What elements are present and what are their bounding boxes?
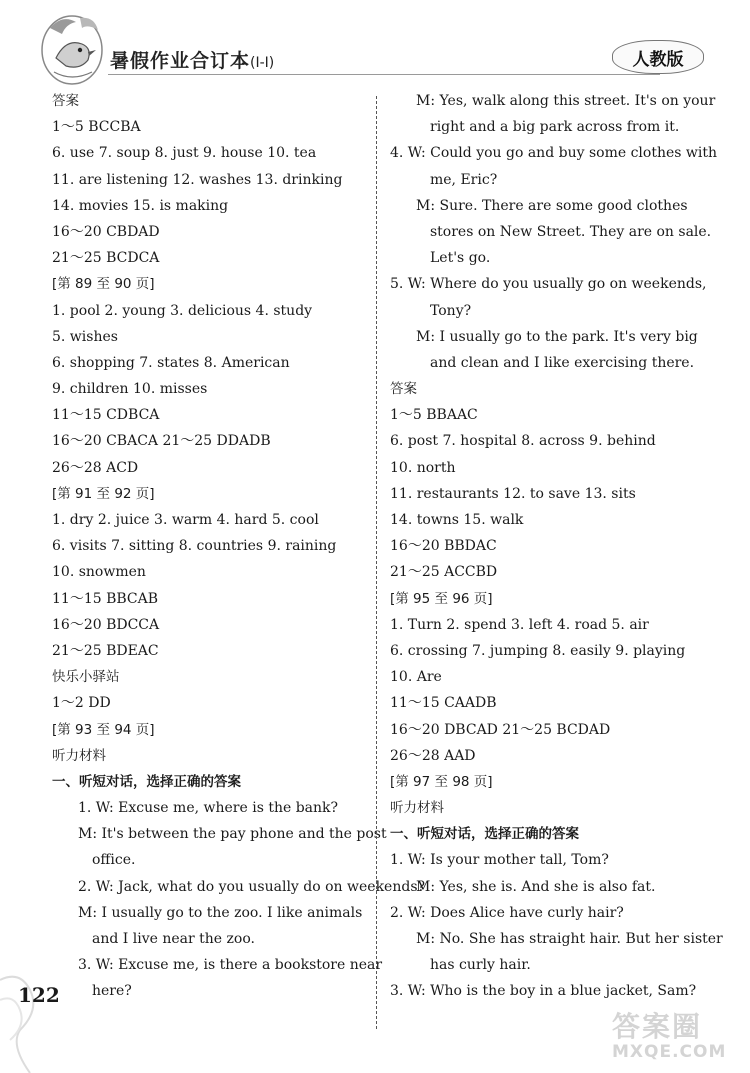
left-column-line: 2. W: Jack, what do you usually do on weekends? <box>78 878 426 895</box>
left-column-line: 21～25 BDEAC <box>52 642 159 659</box>
left-column-line: 1. W: Excuse me, where is the bank? <box>78 800 339 817</box>
left-column-line: [第 91 至 92 页] <box>52 485 155 502</box>
left-column-line: 一、听短对话，选择正确的答案 <box>52 773 241 790</box>
right-column-line: 10. Are <box>390 669 442 686</box>
left-column-line: office. <box>92 852 136 869</box>
header-rule <box>108 74 660 75</box>
watermark-text-top: 答案圈 <box>612 1010 703 1043</box>
left-column-line: [第 93 至 94 页] <box>52 721 155 738</box>
right-column-line: has curly hair. <box>430 957 531 974</box>
bird-logo-icon <box>36 8 108 88</box>
right-column-line: M: Sure. There are some good clothes <box>416 197 688 214</box>
book-title-text: 暑假作业合订本 <box>110 50 251 72</box>
right-column-line: M: No. She has straight hair. But her sister <box>416 931 723 947</box>
edition-badge: 人教版 <box>612 40 704 74</box>
left-column-line: and I live near the zoo. <box>92 931 255 947</box>
left-column-line: 11～15 CDBCA <box>52 407 160 424</box>
right-column-line: [第 95 至 96 页] <box>390 590 493 607</box>
book-volume: (Ⅰ-Ⅰ) <box>250 55 275 71</box>
right-column-line: 6. crossing 7. jumping 8. easily 9. playing <box>390 642 686 659</box>
right-column-line: 1. Turn 2. spend 3. left 4. road 5. air <box>390 616 649 633</box>
left-column-line: 16～20 CBDAD <box>52 223 160 240</box>
right-column-line: and clean and I like exercising there. <box>430 354 695 371</box>
book-title <box>110 46 274 73</box>
left-column-line: 11. are listening 12. washes 13. drinking <box>52 171 343 188</box>
left-column-line: 6. use 7. soup 8. just 9. house 10. tea <box>52 145 317 162</box>
column-divider <box>376 96 377 1029</box>
right-column-line: right and a big park across from it. <box>430 119 680 136</box>
right-column-line: stores on New Street. They are on sale. <box>430 223 712 240</box>
right-column-line: 21～25 ACCBD <box>390 564 498 581</box>
right-column <box>390 88 723 1005</box>
right-column-line: 11. restaurants 12. to save 13. sits <box>390 485 636 502</box>
left-column-line: 6. visits 7. sitting 8. countries 9. raining <box>52 538 337 555</box>
right-column-line: Let's go. <box>430 250 491 267</box>
right-column-line: M: Yes, walk along this street. It's on your <box>416 93 716 109</box>
left-column-line: 16～20 CBACA 21～25 DDADB <box>52 433 271 450</box>
left-column-line: here? <box>92 983 132 1000</box>
right-column-line: me, Eric? <box>430 171 498 188</box>
right-column-line: 16～20 DBCAD 21～25 BCDAD <box>390 721 611 738</box>
watermark-text-bottom: MXQE.COM <box>612 1042 727 1062</box>
right-column-line: 10. north <box>390 459 456 476</box>
left-column-line: 6. shopping 7. states 8. American <box>52 354 290 371</box>
right-column-line: 听力材料 <box>390 800 444 817</box>
corner-decoration-icon <box>0 950 60 1073</box>
right-column-line: 5. W: Where do you usually go on weekends, <box>390 276 707 293</box>
left-column-line: 21～25 BCDCA <box>52 250 160 267</box>
right-column-line: 答案 <box>390 381 417 398</box>
left-column-line: 1. dry 2. juice 3. warm 4. hard 5. cool <box>52 512 319 528</box>
left-column-line: 1～5 BCCBA <box>52 119 141 136</box>
right-column-line: 6. post 7. hospital 8. across 9. behind <box>390 433 656 450</box>
right-column-line: M: I usually go to the park. It's very big <box>416 328 698 345</box>
left-column-line: M: I usually go to the zoo. I like animals <box>78 904 363 921</box>
left-column-line: 5. wishes <box>52 328 118 345</box>
right-column-line: 14. towns 15. walk <box>390 512 524 528</box>
right-column-line: 一、听短对话，选择正确的答案 <box>390 826 579 843</box>
left-column-line: [第 89 至 90 页] <box>52 276 155 293</box>
left-column-line: 听力材料 <box>52 747 106 764</box>
right-column-line: 1. W: Is your mother tall, Tom? <box>390 852 609 869</box>
left-column-line: 1～2 DD <box>52 695 111 712</box>
right-column-line: 1～5 BBAAC <box>390 407 478 424</box>
right-column-line: 11～15 CAADB <box>390 695 497 712</box>
left-column-line: 11～15 BBCAB <box>52 590 159 607</box>
right-column-line: 3. W: Who is the boy in a blue jacket, Sam? <box>390 983 697 1000</box>
left-column-line: 1. pool 2. young 3. delicious 4. study <box>52 302 313 319</box>
right-column-line: M: Yes, she is. And she is also fat. <box>416 878 656 895</box>
left-column-line: 26～28 ACD <box>52 459 139 476</box>
left-column-line: M: It's between the pay phone and the post <box>78 826 387 843</box>
page-header <box>0 0 750 92</box>
right-column-line: 26～28 AAD <box>390 747 476 764</box>
right-column-line: 16～20 BBDAC <box>390 538 497 555</box>
right-column-line: 2. W: Does Alice have curly hair? <box>390 904 624 921</box>
left-column-line: 14. movies 15. is making <box>52 197 229 214</box>
right-column-line: Tony? <box>430 302 472 319</box>
left-column-line: 10. snowmen <box>52 564 146 581</box>
left-column-line: 9. children 10. misses <box>52 381 208 398</box>
left-column-line: 3. W: Excuse me, is there a bookstore near <box>78 957 383 974</box>
page-number: 122 <box>18 983 60 1007</box>
site-watermark <box>612 1012 742 1068</box>
right-column-line: 4. W: Could you go and buy some clothes with <box>390 145 717 162</box>
left-column-line: 答案 <box>52 93 79 109</box>
right-column-line: [第 97 至 98 页] <box>390 773 493 790</box>
left-column-line: 快乐小驿站 <box>52 669 120 686</box>
left-column-line: 16～20 BDCCA <box>52 616 160 633</box>
